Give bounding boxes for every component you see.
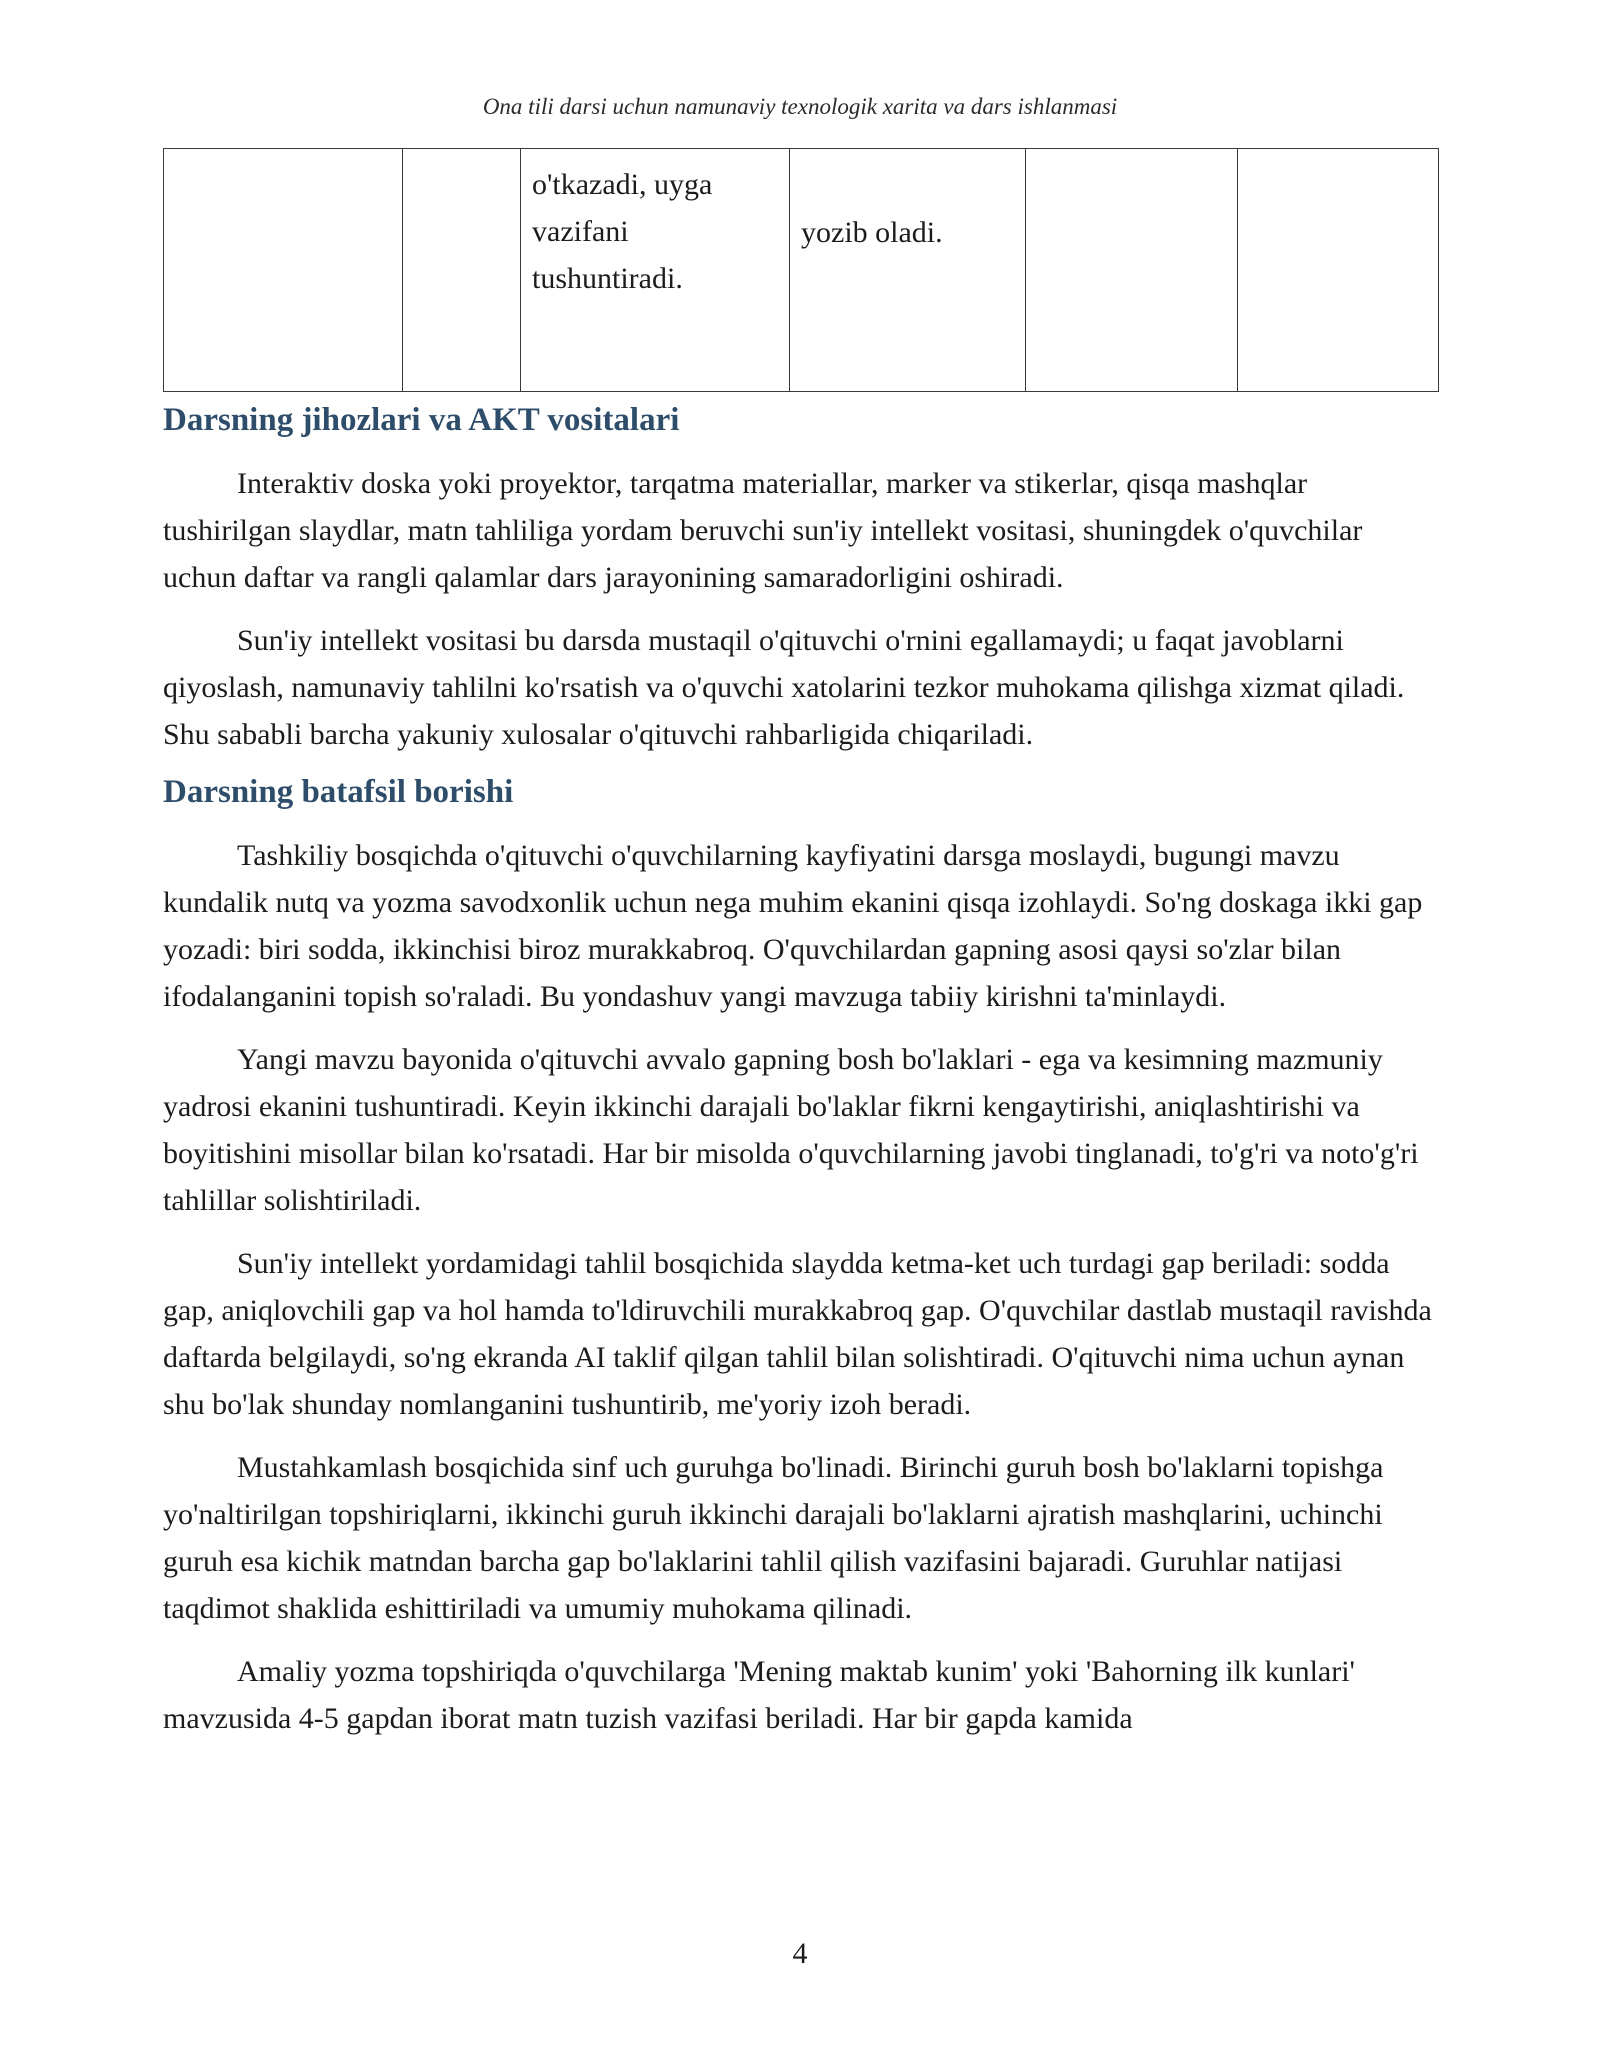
section-heading: Darsning batafsil borishi — [163, 774, 514, 810]
page-number: 4 — [792, 1937, 808, 1970]
body-paragraph: Yangi mavzu bayonida o'qituvchi avvalo gapning bosh bo'laklari - ega va kesimning mazmuniy yadrosi ekanini tushuntiradi. Keyin ikkinchi darajali bo'laklar fikrni kengaytirishi, aniqlashtirishi va boyitishini misollar bilan ko'rsatadi. Har bir misolda o'quvchilarning javobi tinglanadi, to'g'ri va noto'g'ri tahlillar solishtiriladi. — [163, 1043, 1419, 1217]
table-cell — [164, 149, 403, 392]
body-paragraph: Sun'iy intellekt vositasi bu darsda mustaqil o'qituvchi o'rnini egallamaydi; u faqat javoblarni qiyoslash, namunaviy tahlilni ko'rsatish va o'quvchi xatolarini tezkor muhokama qilishga xizmat qiladi. Shu sababli barcha yakuniy xulosalar o'qituvchi rahbarligida chiqariladi. — [163, 624, 1405, 751]
section-heading: Darsning jihozlari va AKT vositalari — [163, 402, 680, 438]
continued-table — [163, 148, 1439, 392]
page-content — [163, 148, 1438, 1742]
table-cell — [403, 149, 521, 392]
body-paragraph: Amaliy yozma topshiriqda o'quvchilarga 'Mening maktab kunim' yoki 'Bahorning ilk kunlari' mavzusida 4-5 gapdan iborat matn tuzish vazifasi beriladi. Har bir gapda kamida — [163, 1655, 1355, 1735]
table-cell — [1026, 149, 1238, 392]
table-row — [164, 149, 1439, 392]
body-paragraph: Tashkiliy bosqichda o'qituvchi o'quvchilarning kayfiyatini darsga moslaydi, bugungi mavzu kundalik nutq va yozma savodxonlik uchun nega muhim ekanini qisqa izohlaydi. So'ng doskaga ikki gap yozadi: biri sodda, ikkinchisi biroz murakkabroq. O'quvchilardan gapning asosi qaysi so'zlar bilan ifodalanganini topish so'raladi. Bu yondashuv yangi mavzuga tabiiy kirishni ta'minlaydi. — [163, 839, 1423, 1013]
body-paragraph: Mustahkamlash bosqichida sinf uch guruhga bo'linadi. Birinchi guruh bosh bo'laklarni topishga yo'naltirilgan topshiriqlarni, ikkinchi guruh ikkinchi darajali bo'laklarni ajratish mashqlarini, uchinchi guruh esa kichik matndan barcha gap bo'laklarini tahlil qilish vazifasini bajaradi. Guruhlar natijasi taqdimot shaklida eshittiriladi va umumiy muhokama qilinadi. — [163, 1451, 1384, 1625]
body-paragraph: Sun'iy intellekt yordamidagi tahlil bosqichida slaydda ketma-ket uch turdagi gap beriladi: sodda gap, aniqlovchili gap va hol hamda to'ldiruvchili murakkabroq gap. O'quvchilar dastlab mustaqil ravishda daftarda belgilaydi, so'ng ekranda AI taklif qilgan tahlil bilan solishtiradi. O'qituvchi nima uchun aynan shu bo'lak shunday nomlanganini tushuntirib, me'yoriy izoh beradi. — [163, 1247, 1432, 1421]
table-cell: yozib oladi. — [790, 149, 1026, 392]
body-paragraph: Interaktiv doska yoki proyektor, tarqatma materiallar, marker va stikerlar, qisqa mashqlar tushirilgan slaydlar, matn tahliliga yordam beruvchi sun'iy intellekt vositasi, shuningdek o'quvchilar uchun daftar va rangli qalamlar dars jarayonining samaradorligini oshiradi. — [163, 467, 1363, 594]
running-header: Ona tili darsi uchun namunaviy texnologik xarita va dars ishlanmasi — [482, 94, 1118, 119]
table-cell: o'tkazadi, uyga vazifani tushuntiradi. — [521, 149, 790, 392]
table-cell — [1238, 149, 1439, 392]
